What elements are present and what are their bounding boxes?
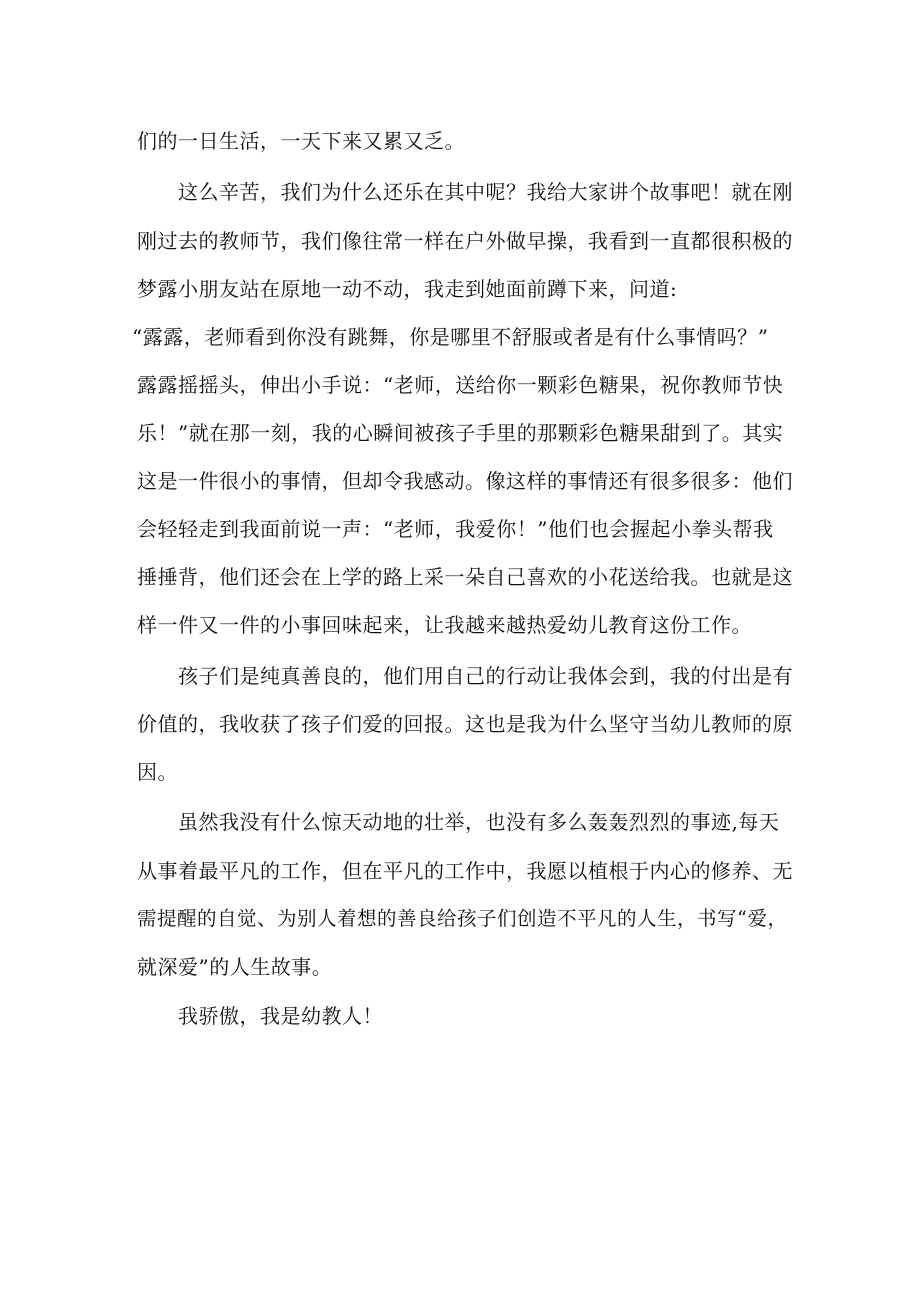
text-line: 因。	[137, 760, 178, 784]
text-line: 会轻轻走到我面前说一声：“老师，我爱你！”他们也会握起小拳头帮我	[137, 517, 774, 541]
text-line: 这是一件很小的事情，但却令我感动。像这样的事情还有很多很多：他们	[137, 469, 793, 493]
text-line: “露露，老师看到你没有跳舞，你是哪里不舒服或者是有什么事情吗？”	[132, 325, 769, 349]
text-line: 这么辛苦，我们为什么还乐在其中呢？我给大家讲个故事吧！就在刚	[178, 180, 793, 204]
text-line: 就深爱”的人生故事。	[137, 955, 333, 979]
text-line: 价值的，我收获了孩子们爱的回报。这也是我为什么坚守当幼儿教师的原	[137, 712, 793, 736]
text-line: 从事着最平凡的工作，但在平凡的工作中，我愿以植根于内心的修养、无	[137, 859, 793, 883]
text-line: 孩子们是纯真善良的，他们用自己的行动让我体会到，我的付出是有	[178, 664, 793, 688]
text-line: 乐！”就在那一刻，我的心瞬间被孩子手里的那颗彩色糖果甜到了。其实	[137, 421, 784, 445]
text-line: 刚过去的教师节，我们像往常一样在户外做早操，我看到一直都很积极的	[137, 229, 793, 253]
text-line: 需提醒的自觉、为别人着想的善良给孩子们创造不平凡的人生，书写“爱，	[137, 907, 788, 930]
text-line: 样一件又一件的小事回味起来，让我越来越热爱幼儿教育这份工作。	[137, 613, 752, 637]
text-line: 们的一日生活，一天下来又累又乏。	[137, 129, 465, 153]
text-line: 我骄傲，我是幼教人！	[178, 1004, 383, 1028]
text-line: 梦露小朋友站在原地一动不动，我走到她面前蹲下来，问道:	[137, 277, 678, 301]
text-line: 露露摇摇头，伸出小手说：“老师，送给你一颗彩色糖果，祝你教师节快	[137, 373, 784, 397]
text-line: 虽然我没有什么惊天动地的壮举，也没有多么轰轰烈烈的事迹,每天	[178, 810, 780, 834]
text-line: 捶捶背，他们还会在上学的路上采一朵自己喜欢的小花送给我。也就是这	[137, 565, 793, 589]
